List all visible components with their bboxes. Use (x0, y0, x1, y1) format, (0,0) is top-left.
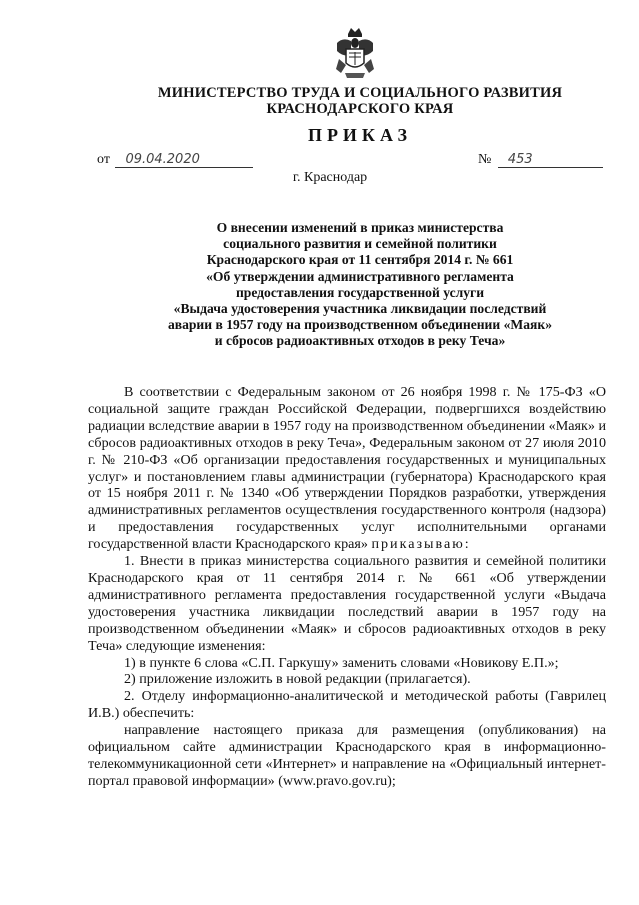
ministry-name (100, 85, 620, 117)
order-date (97, 152, 253, 168)
city: г. Краснодар (292, 170, 368, 185)
paragraph-item-1-1: 1) в пункте 6 слова «С.П. Гаркушу» заменить словами «Новикову Е.П.»; (124, 654, 559, 671)
order-title (100, 220, 620, 350)
ministry-line-2: КРАСНОДАРСКОГО КРАЯ (266, 101, 454, 117)
ministry-line-1: МИНИСТЕРСТВО ТРУДА И СОЦИАЛЬНОГО РАЗВИТИЯ (157, 85, 563, 101)
title-line: О внесении изменений в приказ министерства (216, 220, 504, 235)
number-prefix: № (478, 152, 492, 167)
paragraph-item-1: 1. Внести в приказ министерства социального развития и семейной политики Краснодарского края от 11 сентября 2014 г. № 661 «Об утверждении административного регламента предоставления государственной услуги «Выдача удостоверения участника ликвидации последствий аварии в 1957 году на производственном объединении «Маяк» и сбросов радиоактивных отходов в реку Теча» следующие изменения: (88, 553, 606, 654)
title-line: предоставления государственной услуги (235, 284, 485, 300)
date-value: 09.04.2020 (115, 152, 253, 168)
number-value: 453 (498, 152, 603, 168)
coat-of-arms-icon (333, 25, 377, 81)
preamble-text: В соответствии с Федеральным законом от 26 ноября 1998 г. № 175-ФЗ «О социальной защите граждан Российской Федерации, подвергшихся воздействию радиации вследствие аварии в 1957 году на производственном объединении «Маяк» и сбросов радиоактивных отходов в реку Теча», Федеральным законом от 27 июля 2010 г. № 210-ФЗ «Об организации предоставления государственных и муниципальных услуг» и постановлением главы администрации (губернатора) Краснодарского края от 15 ноября 2011 г. № 1340 «Об утверждении Порядков разработки, утверждения административных регламентов осуществления государственного контроля (надзора) и предоставления государственных услуг исполнительными органами государственной власти Краснодарского края» (88, 384, 606, 553)
document-type: ПРИКАЗ (307, 125, 413, 145)
paragraph-preamble (88, 384, 606, 553)
date-prefix: от (97, 152, 110, 167)
title-line: аварии в 1957 году на производственном объединении «Маяк» (167, 317, 553, 333)
title-line: «Выдача удостоверения участника ликвидации последствий (173, 301, 547, 317)
title-line: и сбросов радиоактивных отходов в реку Теча» (214, 333, 506, 349)
order-word: приказываю: (371, 536, 471, 553)
paragraph-item-1-2: 2) приложение изложить в новой редакции (прилагается). (124, 671, 471, 688)
order-number (478, 152, 603, 168)
title-line: «Об утверждении административного регламента (206, 268, 514, 284)
title-line: Краснодарского края от 11 сентября 2014 г. № 661 (206, 252, 514, 268)
title-line: социального развития и семейной политики (223, 236, 497, 252)
order-body (88, 384, 606, 790)
paragraph-item-2-1: направление настоящего приказа для размещения (опубликования) на официальном сайте администрации Краснодарского края в информационно-телекоммуникационной сети «Интернет» и направление на «Официальный интернет-портал правовой информации» (www.pravo.gov.ru); (88, 722, 606, 789)
paragraph-item-2: 2. Отделу информационно-аналитической и методической работы (Гаврилец И.В.) обеспечить: (88, 688, 606, 722)
